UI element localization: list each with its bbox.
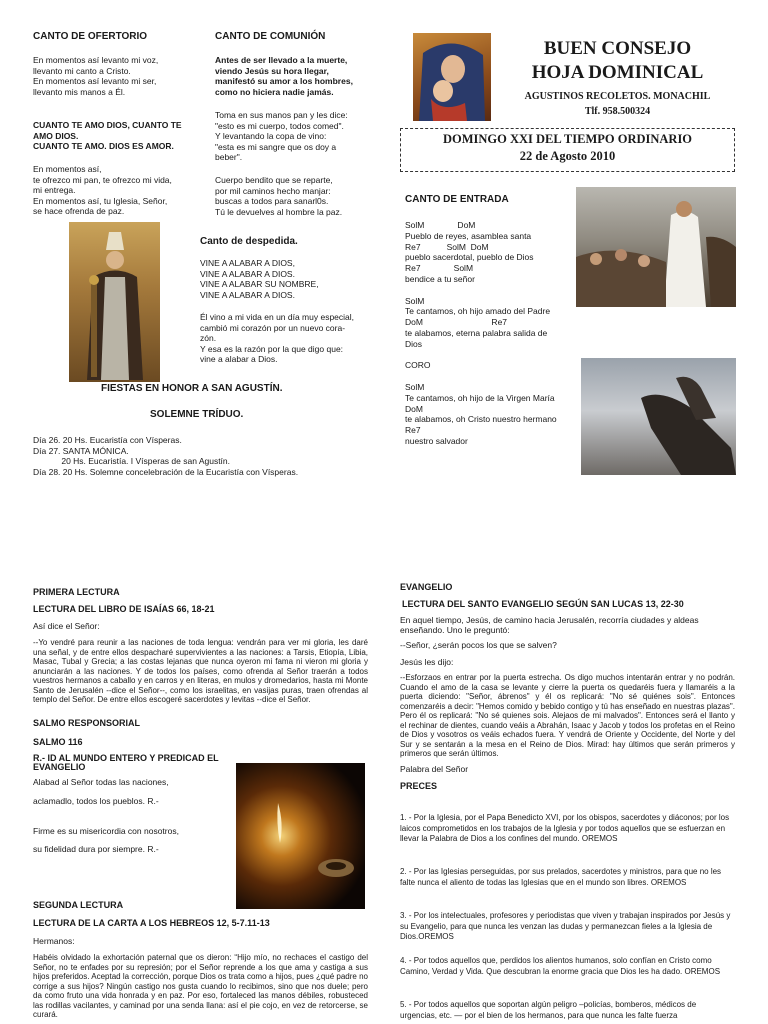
text-line: te alabamos, oh Cristo nuestro hermano (405, 414, 557, 425)
text-line: Re7 SolM DoM (405, 241, 489, 252)
text-line: 20 Hs. Eucaristía. I Vísperas de san Agustín. (33, 456, 231, 466)
entrada-title: CANTO DE ENTRADA (405, 194, 509, 205)
primera-intro: Así dice el Señor: (33, 621, 100, 631)
text-line: En momentos así levanto mi voz, (33, 55, 159, 65)
salmo-title: SALMO RESPONSORIAL (33, 718, 141, 728)
lamp-icon (236, 763, 365, 909)
preces-item-2: 2. - Por las Iglesias perseguidas, por sus prelados, sacerdotes y ministros, para que no les falte nunca el aliento de todas las Iglesias que en el mundo son libres. OREMOS (400, 867, 722, 887)
preces-item-3: 3. - Por los intelectuales, profesores y periodistas que viven y trabajan inspirados por Jesús y su Evangelio, para que nunca les venzan las dudas y permanezcan fieles a la Iglesia de Dios.OREMOS (400, 911, 731, 941)
text-line: En momentos así levanto mi ser, (33, 76, 157, 86)
spacer (405, 285, 557, 296)
hands-icon (581, 358, 736, 475)
text-line: Y levantando la copa de vino: (215, 131, 327, 141)
evangelio-p3: Jesús les dijo: (400, 657, 454, 667)
text-line: Pueblo de reyes, asamblea santa (405, 230, 532, 241)
entrada-block (405, 220, 557, 447)
despedida-block (200, 312, 354, 365)
salmo-text-2: aclamadlo, todos los pueblos. R.- (33, 796, 159, 806)
text-line: llevanto mi canto a Cristo. (33, 65, 131, 76)
sunday-name: DOMINGO XXI DEL TIEMPO ORDINARIO (442, 132, 693, 146)
salmo-text-3: Firme es su misericordia con nosotros, (33, 826, 179, 836)
text-line: SolM DoM (405, 220, 476, 230)
evangelio-title: EVANGELIO (400, 582, 453, 592)
comunion-title: CANTO DE COMUNIÓN (215, 31, 326, 42)
text-line: Tú le devuelves al hombre la paz. (215, 206, 343, 217)
ofertorio-title: CANTO DE OFERTORIO (33, 31, 148, 42)
evangelio-ref: LECTURA DEL SANTO EVANGELIO SEGÚN SAN LUCAS 13, 22-30 (402, 599, 684, 609)
madonna-icon (413, 33, 491, 121)
preces-item-4: 4. - Por todos aquellos que, perdidos los alientos humanos, solo confían en Cristo como Camino, Verdad y Vida. Que descubran la enorme gracia que Dios les ha dado. OREMOS (400, 956, 721, 976)
salmo-text-1: Alabad al Señor todas las naciones, (33, 777, 169, 787)
despedida-title: Canto de despedida. (200, 236, 298, 247)
text-line: como no hiciera nadie jamás. (215, 86, 334, 97)
primera-title: PRIMERA LECTURA (33, 587, 120, 597)
text-line: CORO (405, 360, 431, 371)
text-line: Re7 (405, 425, 421, 436)
title-line-2: HOJA DOMINICAL (531, 62, 704, 83)
text-line: En momentos así, (33, 164, 102, 174)
text-line: Toma en sus manos pan y les dice: (215, 110, 348, 120)
text-line: zón. (200, 333, 217, 343)
saint-augustine-image (69, 222, 160, 382)
text-line: Día 27. SANTA MÓNICA. (33, 445, 129, 456)
preces-item-5: 5. - Por todos aquellos que soportan algún peligro –policías, bomberos, médicos de urgencias, etc. — por el bien de los hermanos, para que nunca les falte fuerza (400, 1000, 697, 1020)
text-line: SolM (405, 295, 425, 306)
text-line: pueblo sacerdotal, pueblo de Dios (405, 252, 534, 263)
salmo-response: R.- ID AL MUNDO ENTERO Y PREDICAD EL EVANGELIO (33, 753, 219, 772)
preces-item-1: 1. - Por la Iglesia, por el Papa Benedicto XVI, por los obispos, sacerdotes y diáconos; por los laicos comprometidos en los trabajos de la Iglesia y por todos aquellos que se esfuerzan en llevar la Palabra de Dios a los confines del mundo. OREMOS (400, 813, 730, 843)
text-line: Re7 SolM (405, 263, 474, 274)
comunion-block (215, 110, 348, 163)
text-line: "esta es mi sangre que os doy a (215, 141, 337, 152)
text-line: te ofrezco mi pan, te ofrezco mi vida, (33, 174, 172, 185)
sunday-date: 22 de Agosto 2010 (519, 149, 616, 163)
text-line: Te cantamos, oh hijo de la Virgen María (405, 392, 555, 403)
evangelio-p1: En aquel tiempo, Jesús, de camino hacia Jerusalén, recorría ciudades y aldeas enseñando. Uno le preguntó: (400, 615, 699, 635)
raised-hands-image (581, 358, 736, 475)
header-title (500, 37, 735, 85)
saint-figure-icon (69, 222, 160, 382)
ofertorio-chorus (33, 120, 182, 152)
text-line: VINE A ALABAR A DIOS. (200, 268, 295, 279)
text-line: por mil caminos hecho manjar: (215, 185, 331, 196)
text-line: VINE A ALABAR SU NOMBRE, (200, 279, 319, 289)
segunda-ref: LECTURA DE LA CARTA A LOS HEBREOS 12, 5-7.11-13 (33, 918, 270, 928)
fiestas-subtitle: SOLEMNE TRÍDUO. (150, 409, 244, 420)
sunday-box (400, 128, 735, 172)
text-line: AMO DIOS. (33, 130, 79, 141)
text-line: DoM Re7 (405, 317, 508, 328)
jesus-crowd-icon (576, 187, 736, 307)
salmo-text-4: su fidelidad dura por siempre. R.- (33, 844, 159, 854)
text-line: DoM (405, 403, 423, 414)
primera-ref: LECTURA DEL LIBRO DE ISAÍAS 66, 18-21 (33, 604, 215, 614)
text-line: viendo Jesús su hora llegar, (215, 65, 329, 76)
primera-text: --Yo vendré para reunir a las naciones de toda lengua: vendrán para ver mi gloria, les daré una señal, y de entre ellos despacharé supervivientes a las naciones: a Tarsis, Etiopía, Libia, Masac, Tubal y Grecia; a las costas lejanas que nunca oyeron mi fama ni vieron mi gloria y anunciarán a las naciones. Y de todos los países, como ofrenda al Señor traerán a todos vuestros hermanos a caballo y en carros y en literas, en mulos y dromedarios, hasta mi Monte Santo de Jerusalén --dice el Señor--, como los israelitas, en vasijas puras, traen ofrendas al templo del Señor. De entre ellos escogeré sacerdotes y levitas --dice el Señor. (33, 638, 368, 704)
text-line: Cuerpo bendito que se reparte, (215, 175, 333, 185)
evangelio-p4: --Esforzaos en entrar por la puerta estrecha. Os digo muchos intentarán entrar y no podrán. Cuando el amo de la casa se levante y cierre la puerta os quedaréis fuera y llamaréis a la puerta diciendo: "Señor, ábrenos" y él os replicará: "No sé quiénes sois". Entonces comenzaréis a decir: "Hemos comido y bebido contigo y tú has enseñado en nuestras plazas". Pero él os replicará: "No sé quienes sois. Alejaos de mi malvados". Entonces será el llanto y el rechinar de dientes, cuando veáis a Abrahán, Isaac y Jacob y todos los profetas en el Reino de Dios y vosotros os veáis echados fuera. Y vendrá de Oriente y Occidente, del Norte y del Sur y se sentarán a la mesa en el Reino de Dios. Mirad: hay últimos que serán primeros y primeros que serán últimos. (400, 673, 735, 758)
title-line-1: BUEN CONSEJO (543, 38, 692, 59)
oil-lamp-image (236, 763, 365, 909)
text-line: Te cantamos, oh hijo amado del Padre (405, 306, 551, 317)
preces-title: PRECES (400, 781, 438, 791)
text-line: llevanto mis manos a Él. (33, 86, 126, 97)
fiestas-title: FIESTAS EN HONOR A SAN AGUSTÍN. (101, 383, 283, 394)
text-line: Y esa es la razón por la que digo que: (200, 343, 344, 354)
header-phone: Tlf. 958.500324 (584, 106, 651, 117)
jesus-crowd-image (576, 187, 736, 307)
text-line: Día 26. 20 Hs. Eucaristía con Vísperas. (33, 435, 182, 445)
segunda-intro: Hermanos: (33, 936, 75, 946)
text-line: Día 28. 20 Hs. Solemne concelebración de la Eucaristía con Vísperas. (33, 466, 299, 477)
text-line: Dios (405, 338, 423, 349)
virgin-child-image (413, 33, 491, 121)
text-line: manifestó su amor a los hombres, (215, 76, 353, 86)
text-line: se hace ofrenda de paz. (33, 206, 125, 216)
comunion-block-2 (215, 175, 342, 217)
text-line: SolM (405, 381, 425, 392)
salmo-ref: SALMO 116 (33, 737, 83, 747)
text-line: buscas a todos para sanarl0s. (215, 196, 329, 206)
header-org: AGUSTINOS RECOLETOS. MONACHIL (524, 91, 711, 102)
text-line: "esto es mi cuerpo, todos comed". (215, 120, 344, 131)
spacer (405, 371, 557, 382)
fiestas-schedule (33, 435, 298, 477)
text-line: CUANTO TE AMO DIOS, CUANTO TE (33, 120, 182, 130)
text-line: bendice a tu señor (405, 273, 475, 284)
text-line: beber". (215, 152, 243, 162)
text-line: vine a alabar a Dios. (200, 354, 278, 364)
text-line: VINE A ALABAR A DIOS. (200, 289, 295, 300)
text-line: cambió mi corazón por un nuevo cora- (200, 322, 346, 333)
ofertorio-block (33, 55, 203, 97)
text-line: CUANTO TE AMO. DIOS ES AMOR. (33, 141, 174, 151)
evangelio-closing: Palabra del Señor (400, 764, 469, 774)
ofertorio-block-2 (33, 164, 172, 217)
segunda-title: SEGUNDA LECTURA (33, 900, 124, 910)
despedida-chorus (200, 258, 319, 300)
comunion-intro (215, 55, 353, 97)
text-line: VINE A ALABAR A DIOS, (200, 258, 295, 268)
segunda-text: Habéis olvidado la exhortación paternal que os dieron: “Hijo mío, no rechaces el castigo del Señor, no te enfades por su represión; por el Señor reprende a los que ama y castiga a sus hijos preferidos. Aceptad la corrección, porque Dios os trata como a hijos, pues ¿qué padre no corrige a sus hijos? Ningún castigo nos gusta cuando lo recibimos, sino que nos duele; pero da como fruto una vida honrada y en paz. Por eso, fortaleced las manos débiles, robusteced las rodillas vacilantes, y caminad por una senda llana: así el pie cojo, en vez de retorcerse, se curará. (33, 953, 368, 1019)
text-line: En momentos así, tu Iglesia, Señor, (33, 195, 168, 206)
text-line: te alabamos, eterna palabra salida de (405, 327, 548, 338)
evangelio-p2: --Señor, ¿serán pocos los que se salven? (400, 640, 557, 650)
spacer (405, 350, 557, 361)
text-line: Él vino a mi vida en un día muy especial, (200, 312, 355, 322)
text-line: mi entrega. (33, 185, 76, 195)
text-line: Antes de ser llevado a la muerte, (215, 55, 348, 65)
text-line: nuestro salvador (405, 435, 468, 446)
